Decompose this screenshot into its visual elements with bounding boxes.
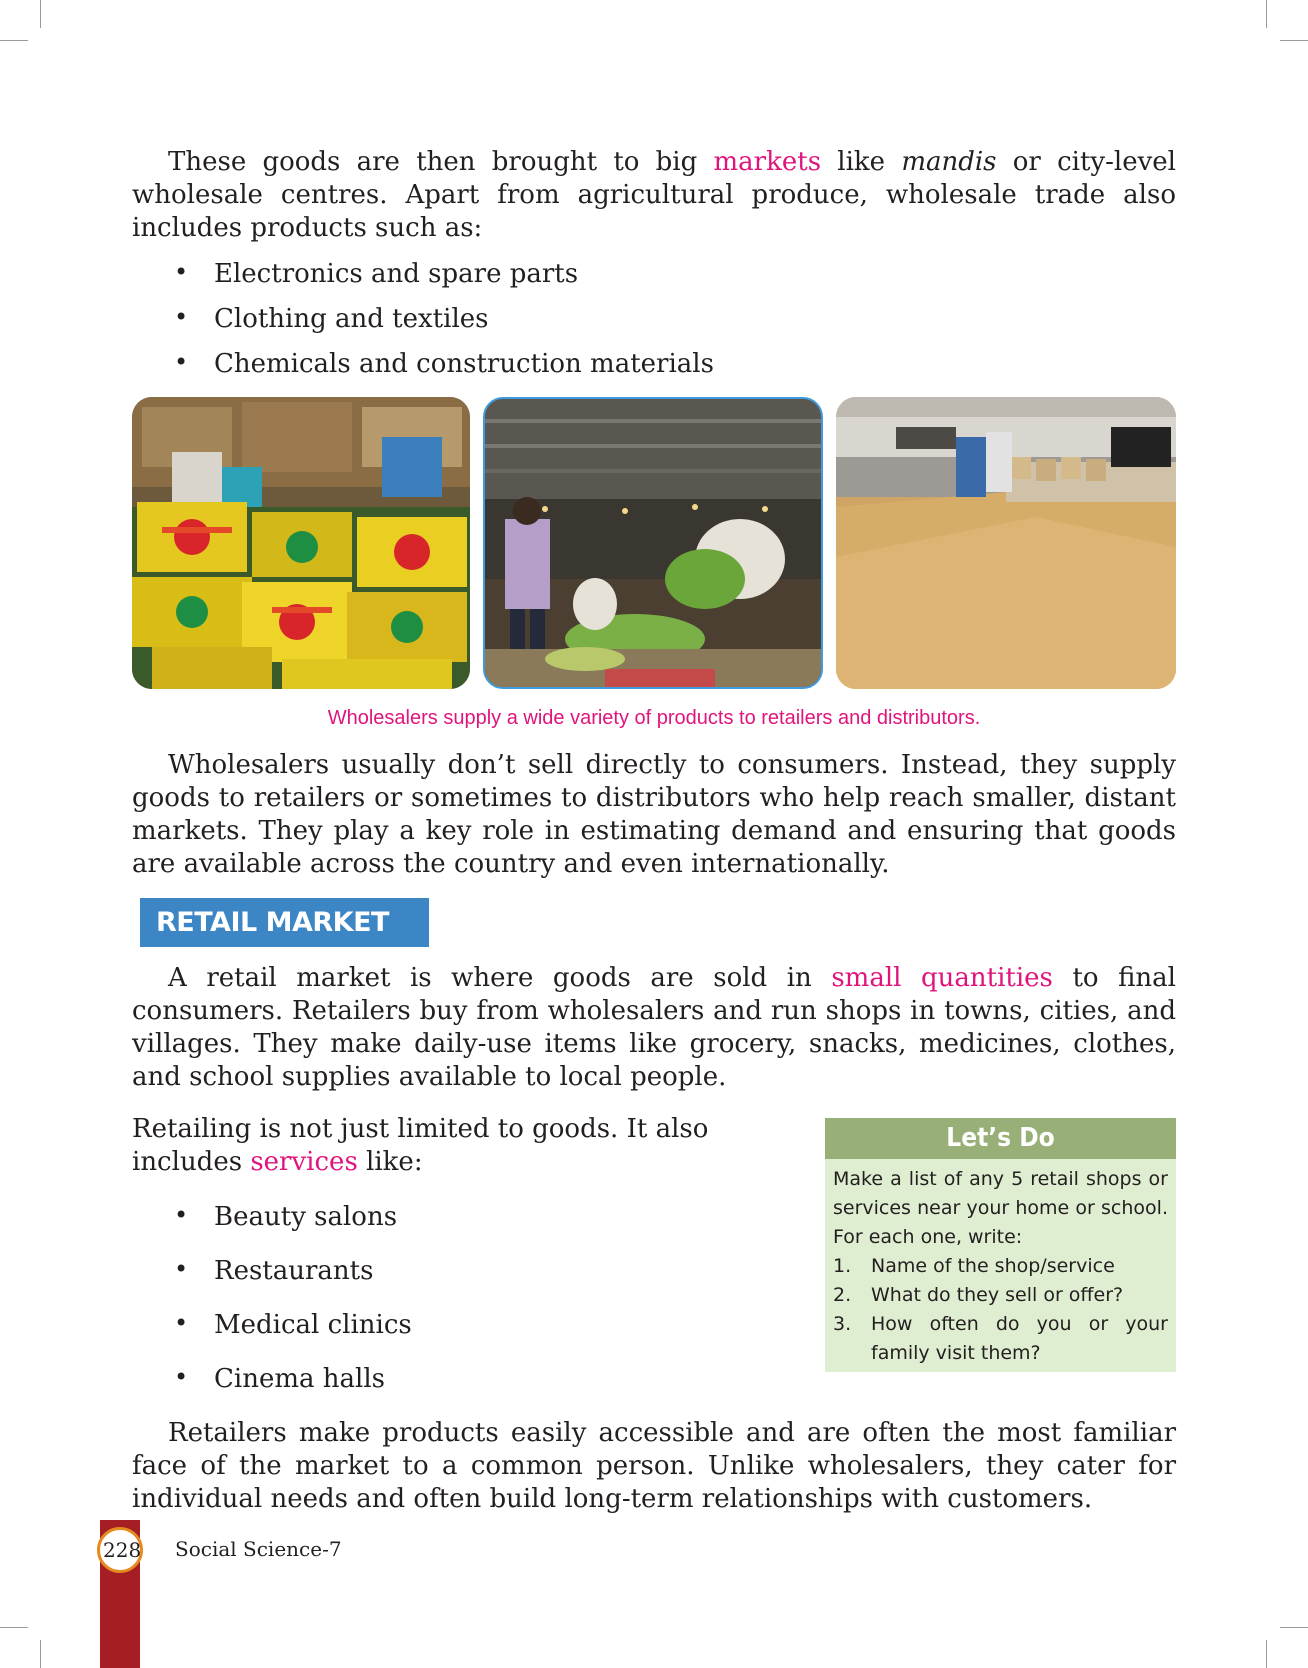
crop-mark [40, 1640, 41, 1668]
wholesale-role-paragraph: Wholesalers usually don’t sell directly to consumers. Instead, they supply goods to retailers or sometimes to distributors who help reach smaller, distant markets. They play a key role in estimating demand and ensuring that goods are available across the country and even internationally. [132, 750, 1176, 879]
intro-text: These goods are then brought to big [168, 147, 714, 177]
step-number: 2. [833, 1284, 852, 1306]
retail-paragraph [132, 962, 1176, 1094]
lets-do-body [825, 1159, 1176, 1368]
section-heading-bar [140, 898, 429, 947]
photo-fruit-crates [132, 397, 470, 689]
closing-block [132, 1417, 1176, 1516]
services-text: like: [357, 1147, 423, 1177]
crop-mark [0, 1627, 28, 1628]
step-text: How often do you or your family visit them? [871, 1313, 1168, 1364]
crop-mark [1266, 0, 1267, 28]
list-item: • Beauty salons [132, 1190, 812, 1244]
lets-do-intro: Make a list of any 5 retail shops or services near your home or school. For each one, write: [833, 1168, 1168, 1248]
crop-mark [1280, 1627, 1308, 1628]
crop-mark [1280, 40, 1308, 41]
wholesale-role-block [132, 749, 1176, 881]
photo-vegetable-market [483, 397, 823, 689]
lets-do-box [825, 1118, 1176, 1372]
intro-text: or city-level wholesale centres. Apart from agricultural produce, wholesale trade also includes products such as: [132, 147, 1176, 243]
step-number: 1. [833, 1255, 852, 1277]
crop-mark [0, 40, 28, 41]
services-list [132, 1190, 812, 1406]
list-item: • Cinema halls [132, 1352, 812, 1406]
step-item [833, 1310, 1168, 1368]
services-paragraph [132, 1113, 812, 1179]
wholesale-goods-list [132, 252, 1176, 387]
keyword-markets: markets [713, 147, 822, 177]
step-text: Name of the shop/service [871, 1255, 1115, 1277]
section-title: RETAIL MARKET [156, 907, 389, 938]
photo-caption: Wholesalers supply a wide variety of products to retailers and distributors. [327, 707, 981, 729]
intro-text: like [821, 147, 902, 177]
services-text: Retailing is not just limited to goods. It also includes [132, 1114, 709, 1177]
list-item: • Clothing and textiles [132, 297, 1176, 342]
retail-text: A retail market is where goods are sold in [168, 963, 832, 993]
step-item [833, 1281, 1168, 1310]
list-item: • Medical clinics [132, 1298, 812, 1352]
step-text: What do they sell or offer? [871, 1284, 1124, 1306]
photo-grain-yard [836, 397, 1176, 689]
intro-paragraph [132, 146, 1176, 245]
list-item: • Electronics and spare parts [132, 252, 1176, 297]
list-item: • Restaurants [132, 1244, 812, 1298]
lets-do-title: Let’s Do [825, 1118, 1176, 1159]
retail-text: to final consumers. Retailers buy from wholesalers and run shops in towns, cities, and villages. They make daily-use items like grocery, snacks, medicines, clothes, and school supplies available to local people. [132, 963, 1176, 1092]
lets-do-steps [833, 1252, 1168, 1368]
book-title: Social Science-7 [175, 1537, 342, 1561]
intro-block [132, 146, 1176, 387]
crop-mark [1266, 1640, 1267, 1668]
list-item: • Chemicals and construction materials [132, 342, 1176, 387]
keyword-small-quantities: small quantities [831, 963, 1053, 993]
retail-block [132, 962, 1176, 1094]
term-mandis: mandis [901, 147, 997, 177]
keyword-services: services [250, 1147, 358, 1177]
services-block [132, 1113, 812, 1406]
crop-mark [40, 0, 41, 28]
step-number: 3. [833, 1313, 852, 1335]
page-number: 228 [103, 1538, 142, 1562]
step-item [833, 1252, 1168, 1281]
closing-paragraph: Retailers make products easily accessible and are often the most familiar face of the market to a common person. Unlike wholesalers, they cater for individual needs and often build long-term relationships with customers. [132, 1418, 1176, 1514]
